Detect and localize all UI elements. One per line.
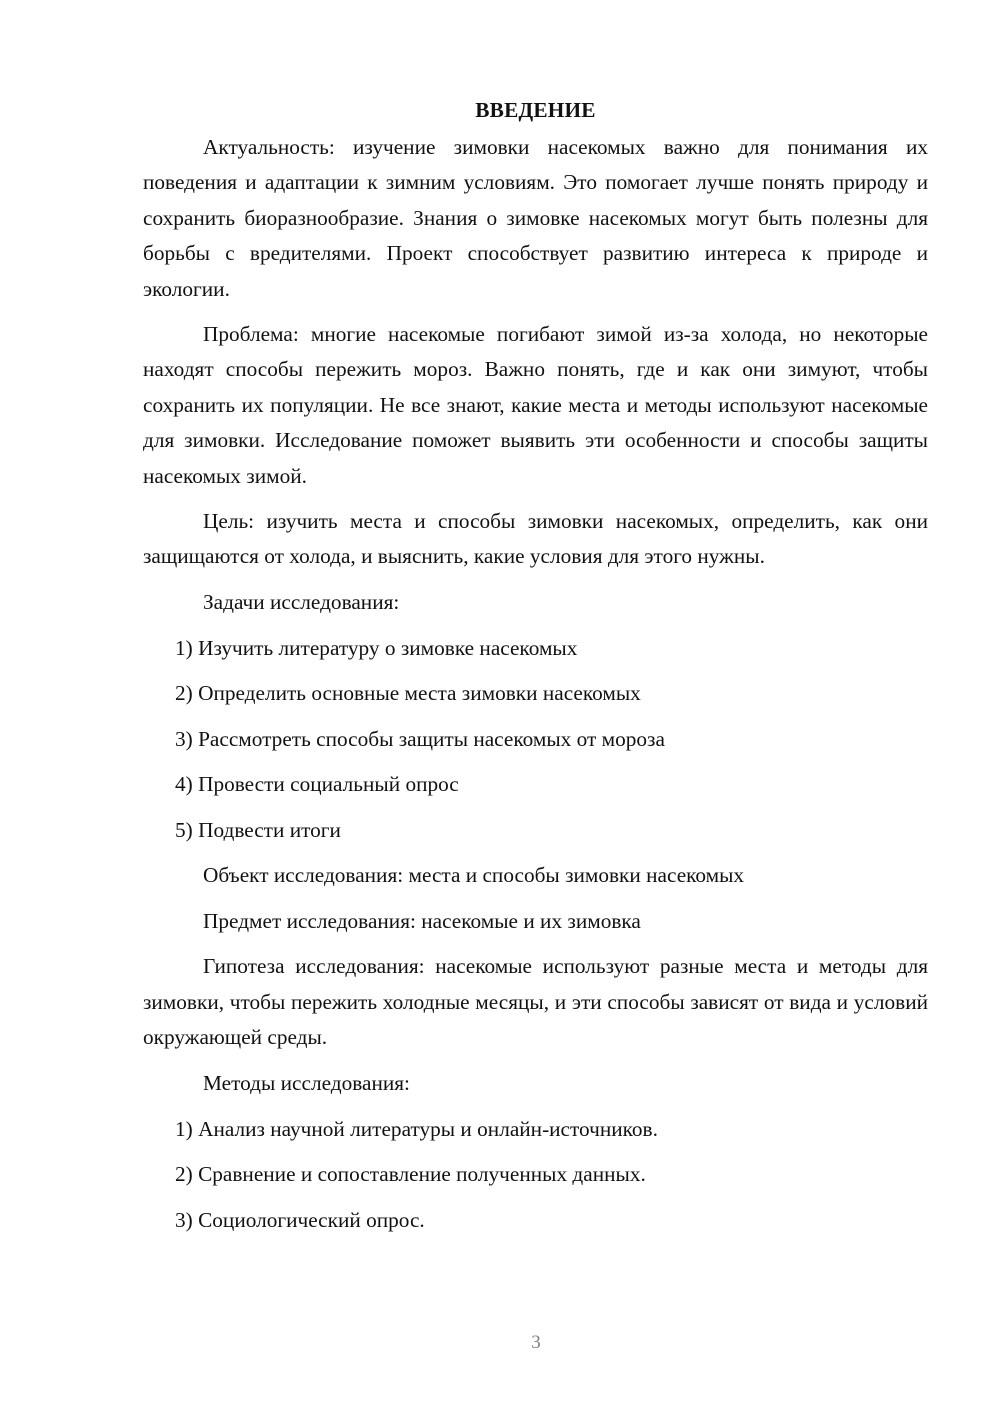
list-item: 3) Рассмотреть способы защиты насекомых от мороза xyxy=(175,726,665,751)
page-content xyxy=(143,93,928,1238)
hypothesis-paragraph: Гипотеза исследования: насекомые используют разные места и методы для зимовки, чтобы пережить холодные месяцы, и эти способы зависят от вида и условий окружающей среды. xyxy=(143,954,928,1050)
subject-line: Предмет исследования: насекомые и их зимовка xyxy=(203,908,641,933)
list-item: 1) Анализ научной литературы и онлайн-источников. xyxy=(175,1116,658,1141)
tasks-heading: Задачи исследования: xyxy=(203,590,400,615)
list-item: 3) Социологический опрос. xyxy=(175,1207,425,1232)
list-item: 4) Провести социальный опрос xyxy=(175,772,459,797)
list-item: 5) Подвести итоги xyxy=(175,817,341,842)
problem-paragraph: Проблема: многие насекомые погибают зимой из-за холода, но некоторые находят способы пережить мороз. Важно понять, где и как они зимуют, чтобы сохранить их популяции. Не все знают, какие места и методы используют насекомые для зимовки. Исследование поможет выявить эти особенности и способы защиты насекомых зимой. xyxy=(143,322,928,488)
list-item: 1) Изучить литературу о зимовке насекомых xyxy=(175,635,578,660)
tasks-list xyxy=(143,631,928,848)
list-item: 2) Определить основные места зимовки насекомых xyxy=(175,681,641,706)
goal-paragraph: Цель: изучить места и способы зимовки насекомых, определить, как они защищаются от холода, и выяснить, какие условия для этого нужны. xyxy=(143,509,928,569)
object-line: Объект исследования: места и способы зимовки насекомых xyxy=(203,863,745,888)
methods-list xyxy=(143,1112,928,1238)
relevance-paragraph: Актуальность: изучение зимовки насекомых важно для понимания их поведения и адаптации к зимним условиям. Это помогает лучше понять природу и сохранить биоразнообразие. Знания о зимовке насекомых могут быть полезны для борьбы с вредителями. Проект способствует развитию интереса к природе и экологии. xyxy=(143,135,928,301)
methods-heading: Методы исследования: xyxy=(203,1071,410,1096)
page-title: ВВЕДЕНИЕ xyxy=(475,98,596,122)
page-number: 3 xyxy=(531,1332,541,1353)
list-item: 2) Сравнение и сопоставление полученных данных. xyxy=(175,1162,646,1187)
